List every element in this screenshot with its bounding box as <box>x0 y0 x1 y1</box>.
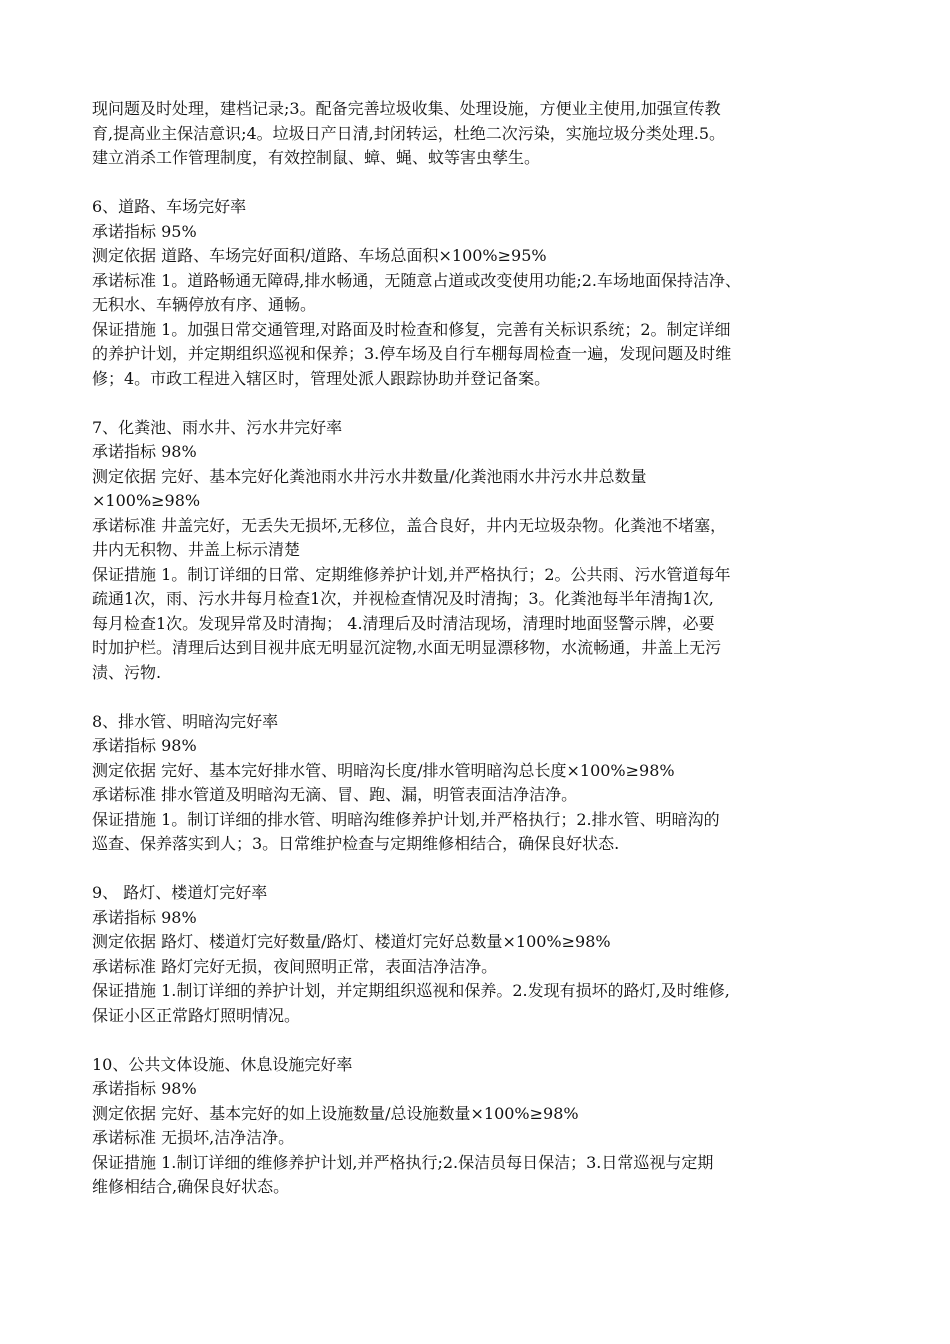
intro-block <box>92 97 882 171</box>
text-line: 测定依据 路灯、楼道灯完好数量/路灯、楼道灯完好总数量×100%≥98% <box>92 932 611 951</box>
text-line: 保证措施 1。加强日常交通管理,对路面及时检查和修复，完善有关标识系统；2。制定详细 <box>92 319 731 339</box>
text-line: 承诺指标 95% <box>92 221 197 241</box>
section-heading: 6、道路、车场完好率 <box>92 197 247 216</box>
text-line: 承诺标准 1。道路畅通无障碍,排水畅通，无随意占道或改变使用功能;2.车场地面保持洁净、 <box>92 270 742 290</box>
text-line: 每月检查1次。发现异常及时清掏； 4.清理后及时清洁现场，清理时地面竖警示牌，必要 <box>92 613 715 633</box>
text-line: 保证措施 1.制订详细的养护计划，并定期组织巡视和保养。2.发现有损坏的路灯,及时维修, <box>92 981 730 1000</box>
text-line: 无积水、车辆停放有序、通畅。 <box>92 295 317 314</box>
text-line: 承诺标准 排水管道及明暗沟无滴、冒、跑、漏，明管表面洁净洁净。 <box>92 785 578 804</box>
text-line: 渍、污物. <box>92 662 162 682</box>
text-line: 测定依据 完好、基本完好排水管、明暗沟长度/排水管明暗沟总长度×100%≥98% <box>92 760 675 780</box>
section-10-public-facilities <box>92 1053 882 1200</box>
text-line: 保证措施 1。制订详细的日常、定期维修养护计划,并严格执行；2。公共雨、污水管道每年 <box>92 564 731 584</box>
text-line: 维修相结合,确保良好状态。 <box>92 1177 290 1196</box>
text-line: 育,提高业主保洁意识;4。垃圾日产日清,封闭转运，杜绝二次污染，实施垃圾分类处理.5。 <box>92 123 726 143</box>
text-line: 承诺指标 98% <box>92 1079 197 1098</box>
text-line: 承诺指标 98% <box>92 442 197 461</box>
paragraph-gap <box>92 391 882 416</box>
text-line: 承诺标准 无损坏,洁净洁净。 <box>92 1128 295 1147</box>
text-line: 承诺指标 98% <box>92 736 197 755</box>
text-line: 疏通1次，雨、污水井每月检查1次，并视检查情况及时清掏；3。化粪池每半年清掏1次, <box>92 589 714 608</box>
text-line: 保证措施 1。制订详细的排水管、明暗沟维修养护计划,并严格执行；2.排水管、明暗沟的 <box>92 809 720 829</box>
paragraph-gap <box>92 685 882 710</box>
text-line: 时加护栏。清理后达到目视井底无明显沉淀物,水面无明显漂移物，水流畅通，井盖上无污 <box>92 638 722 657</box>
text-line: 测定依据 完好、基本完好的如上设施数量/总设施数量×100%≥98% <box>92 1103 579 1123</box>
text-line: 井内无积物、井盖上标示清楚 <box>92 540 301 559</box>
text-line: ×100%≥98% <box>92 491 201 510</box>
paragraph-gap <box>92 171 882 196</box>
document-page <box>92 97 882 1200</box>
text-line: 保证措施 1.制订详细的维修养护计划,并严格执行;2.保洁员每日保洁；3.日常巡视与定期 <box>92 1152 714 1172</box>
text-line: 承诺标准 井盖完好，无丢失无损坏,无移位，盖合良好，井内无垃圾杂物。化粪池不堵塞， <box>92 515 727 535</box>
text-line: 承诺指标 98% <box>92 907 197 927</box>
section-heading: 8、排水管、明暗沟完好率 <box>92 711 279 731</box>
text-line: 承诺标准 路灯完好无损，夜间照明正常，表面洁净洁净。 <box>92 956 498 976</box>
paragraph-gap <box>92 857 882 882</box>
text-line: 建立消杀工作管理制度，有效控制鼠、蟑、蝇、蚊等害虫孳生。 <box>92 148 541 167</box>
section-heading: 9、 路灯、楼道灯完好率 <box>92 883 268 902</box>
section-heading: 7、化粪池、雨水井、污水井完好率 <box>92 417 343 437</box>
section-6-road-parking <box>92 195 882 391</box>
text-line: 的养护计划，并定期组织巡视和保养；3.停车场及自行车棚每周检查一遍，发现问题及时维 <box>92 344 732 363</box>
text-line: 现问题及时处理，建档记录;3。配备完善垃圾收集、处理设施，方便业主使用,加强宣传教 <box>92 99 721 118</box>
section-8-drainage <box>92 710 882 857</box>
text-line: 巡查、保养落实到人；3。日常维护检查与定期维修相结合，确保良好状态. <box>92 834 620 853</box>
text-line: 测定依据 道路、车场完好面积/道路、车场总面积×100%≥95% <box>92 246 547 265</box>
text-line: 保证小区正常路灯照明情况。 <box>92 1005 301 1025</box>
section-9-lighting <box>92 881 882 1028</box>
paragraph-gap <box>92 1028 882 1053</box>
section-7-septic-wells <box>92 416 882 686</box>
text-line: 测定依据 完好、基本完好化粪池雨水井污水井数量/化粪池雨水井污水井总数量 <box>92 466 647 486</box>
section-heading: 10、公共文体设施、休息设施完好率 <box>92 1054 353 1074</box>
text-line: 修；4。市政工程进入辖区时，管理处派人跟踪协助并登记备案。 <box>92 368 551 388</box>
